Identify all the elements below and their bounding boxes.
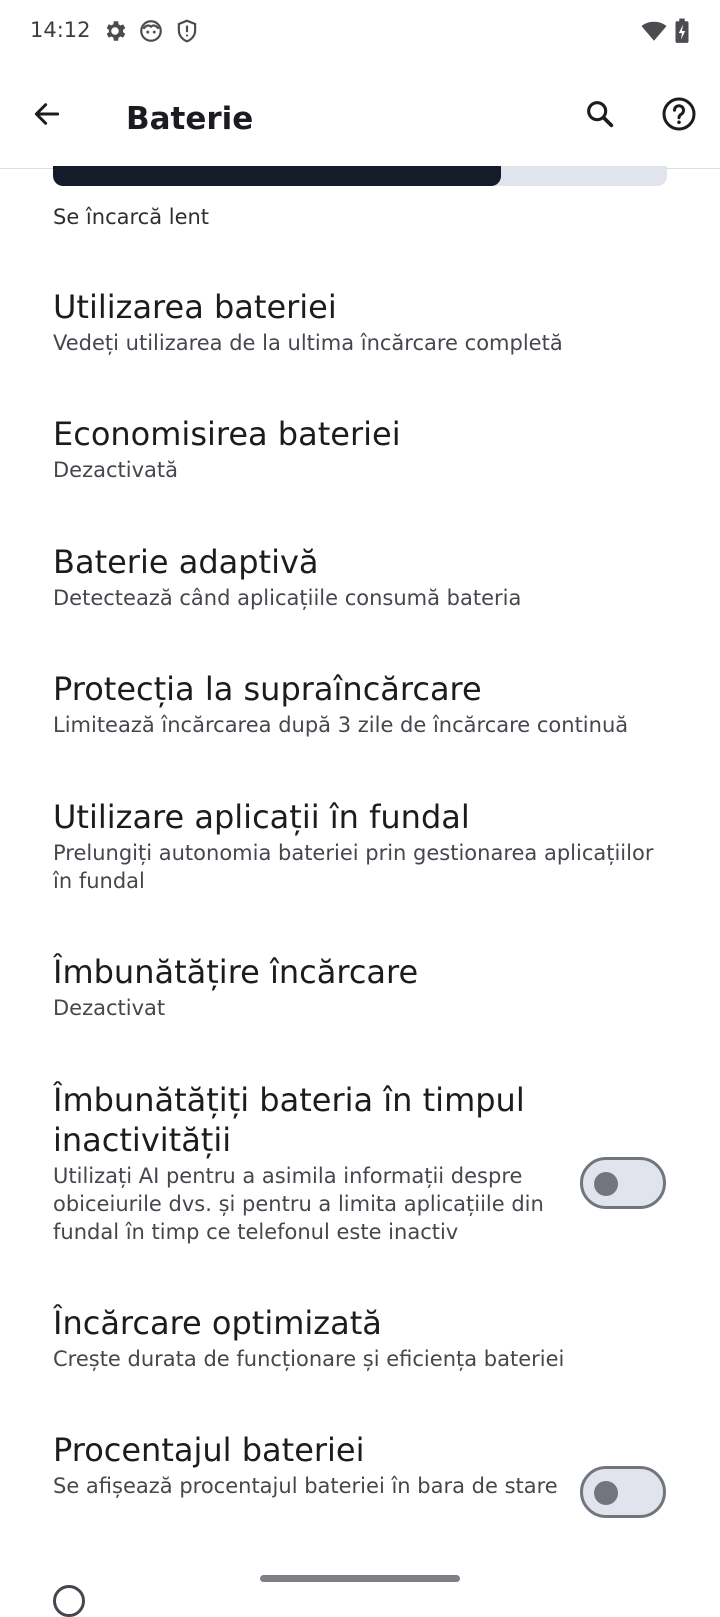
settings-icon	[102, 18, 128, 44]
charging-boost-item[interactable]	[53, 952, 673, 1022]
item-title: Protecția la supraîncărcare	[53, 670, 482, 708]
help-button[interactable]	[651, 88, 707, 144]
toggle-knob	[594, 1481, 618, 1505]
face-icon	[138, 18, 164, 44]
item-subtitle: Utilizați AI pentru a asimila informații despre obiceiurile dvs. și pentru a limita aplicațiile din fundal în timp ce telefonul este inactiv	[53, 1164, 544, 1244]
item-title: Procentajul bateriei	[53, 1431, 365, 1469]
home-indicator[interactable]	[260, 1575, 460, 1582]
battery-level-bar	[53, 166, 667, 186]
status-time: 14:12	[30, 18, 91, 42]
search-icon	[583, 97, 617, 135]
item-subtitle: Dezactivată	[53, 458, 178, 482]
battery-saver-item[interactable]	[53, 414, 673, 484]
item-subtitle: Dezactivat	[53, 996, 166, 1020]
battery-charging-icon	[673, 18, 699, 44]
optimized-charging-item[interactable]	[53, 1303, 673, 1373]
battery-percentage-toggle[interactable]	[580, 1466, 666, 1518]
item-subtitle: Crește durata de funcționare și eficiența bateriei	[53, 1347, 565, 1371]
app-bar	[0, 64, 720, 169]
shield-icon	[174, 18, 200, 44]
background-apps-item[interactable]	[53, 797, 673, 895]
item-title: Încărcare optimizată	[53, 1304, 382, 1342]
idle-battery-improve-item[interactable]	[53, 1080, 563, 1246]
charging-status: Se încarcă lent	[53, 205, 210, 229]
item-title: Baterie adaptivă	[53, 543, 319, 581]
item-subtitle: Vedeți utilizarea de la ultima încărcare completă	[53, 331, 563, 355]
item-title: Utilizarea bateriei	[53, 288, 337, 326]
item-title: Îmbunătățiți bateria în timpul inactivității	[53, 1081, 525, 1159]
idle-battery-toggle[interactable]	[580, 1157, 666, 1209]
wifi-icon	[641, 18, 667, 44]
item-subtitle: Detectează când aplicațiile consumă bateria	[53, 586, 522, 610]
toggle-knob	[594, 1172, 618, 1196]
battery-percentage-item[interactable]	[53, 1430, 563, 1500]
search-button[interactable]	[572, 88, 628, 144]
battery-level-fill	[53, 166, 501, 186]
battery-usage-item[interactable]	[53, 287, 673, 357]
arrow-back-icon	[31, 98, 63, 134]
adaptive-battery-item[interactable]	[53, 542, 673, 612]
page-title: Baterie	[126, 101, 254, 137]
back-button[interactable]	[19, 88, 75, 144]
item-subtitle: Prelungiți autonomia bateriei prin gestionarea aplicațiilor în fundal	[53, 841, 654, 893]
status-bar	[0, 0, 720, 64]
item-title: Utilizare aplicații în fundal	[53, 798, 470, 836]
item-title: Economisirea bateriei	[53, 415, 401, 453]
item-subtitle: Se afișează procentajul bateriei în bara de stare	[53, 1474, 558, 1498]
item-subtitle: Limitează încărcarea după 3 zile de încărcare continuă	[53, 713, 629, 737]
item-title: Îmbunătățire încărcare	[53, 953, 419, 991]
overcharge-protection-item[interactable]	[53, 669, 673, 739]
help-icon	[661, 96, 697, 136]
info-icon	[53, 1585, 85, 1617]
